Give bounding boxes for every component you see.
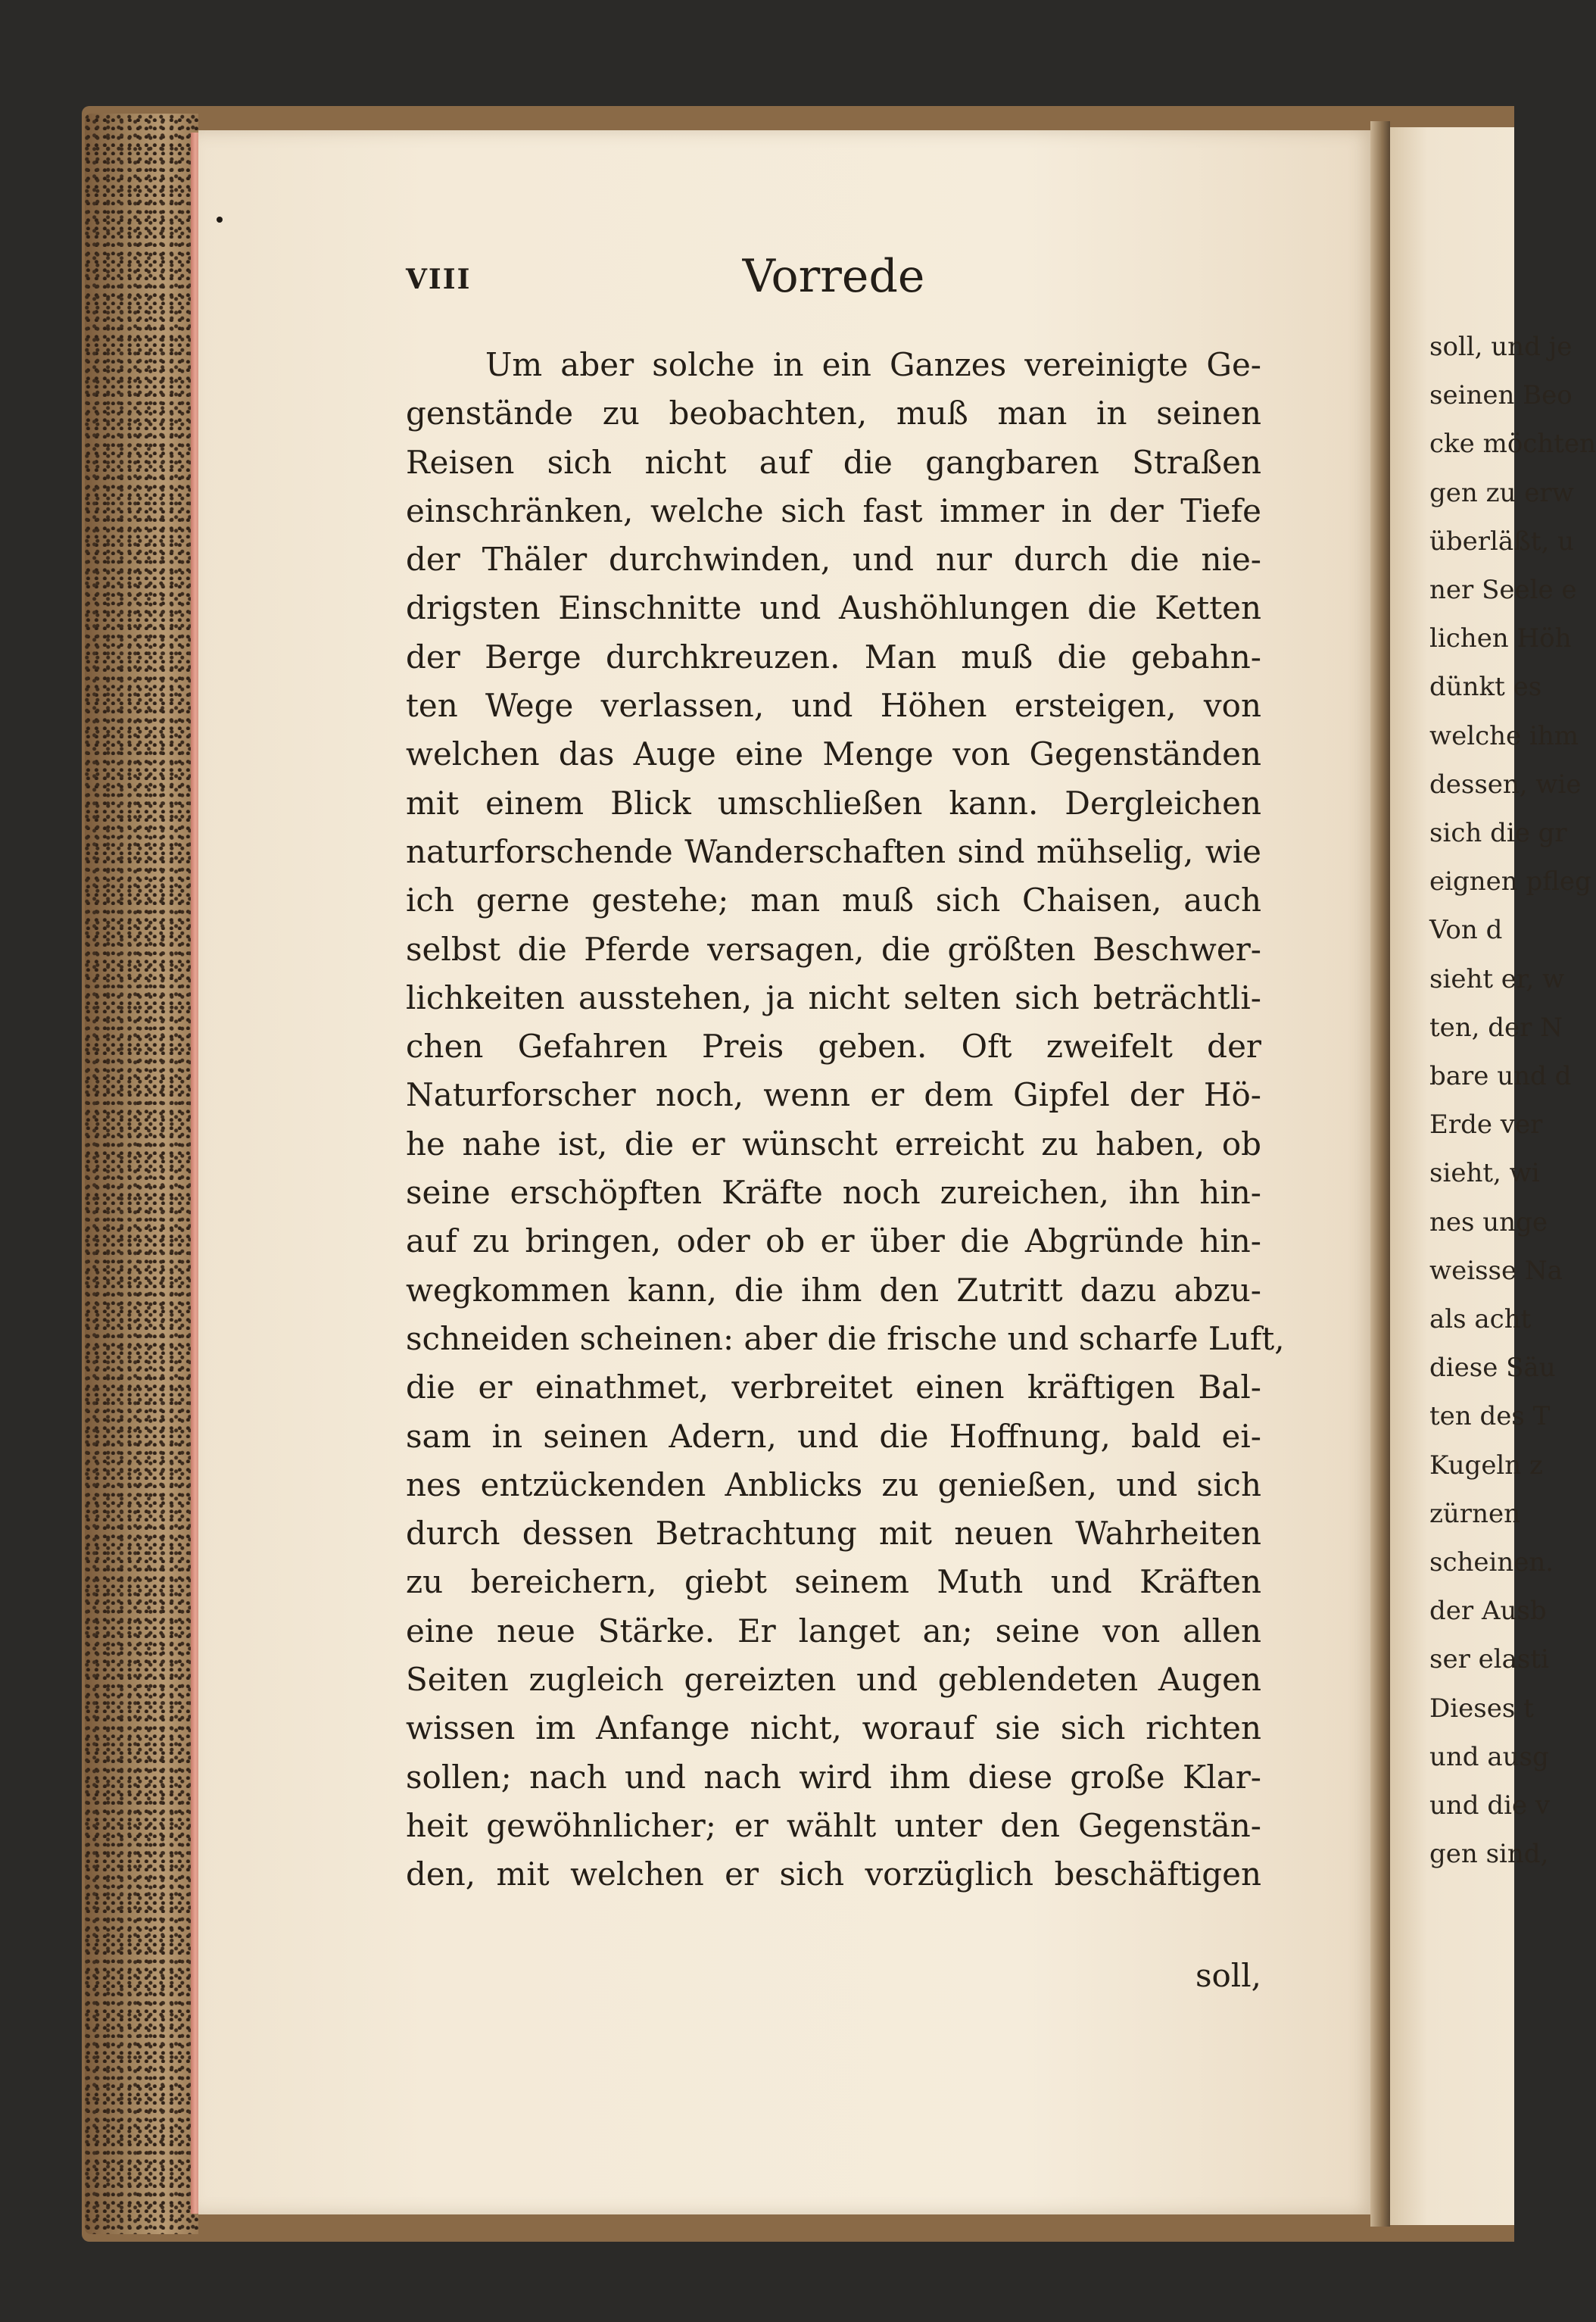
text-line: einschränken, welche sich fast immer in der Tiefe [406, 492, 1261, 529]
body-text [406, 341, 1285, 1899]
right-page [1390, 127, 1596, 2225]
text-line: der Thäler durchwinden, und nur durch die nie- [406, 541, 1261, 579]
facing-page-line: ner Seele e [1429, 575, 1577, 606]
facing-page-line: und ausg [1429, 1741, 1549, 1772]
facing-page-line: gen zu erw [1429, 477, 1574, 508]
text-line: he nahe ist, die er wünscht erreicht zu haben, ob [406, 1125, 1261, 1163]
facing-page-line: Dieses t [1429, 1693, 1534, 1724]
text-line: wegkommen kann, die ihm den Zutritt dazu abzu- [406, 1271, 1261, 1309]
text-line: mit einem Blick umschließen kann. Dergleichen [406, 784, 1261, 822]
facing-page-line: nes unge [1429, 1206, 1548, 1237]
ink-speck [217, 217, 223, 223]
running-title: Vorrede [742, 250, 925, 303]
facing-page-line: der Ausb [1429, 1596, 1547, 1627]
facing-page-line: seinen Beo [1429, 380, 1573, 411]
facing-page-line: Von d [1429, 915, 1503, 946]
facing-page-line: weisse Na [1429, 1255, 1563, 1286]
text-line: auf zu bringen, oder ob er über die Abgründe hin- [406, 1222, 1261, 1260]
facing-page-text [1390, 323, 1596, 1879]
text-line: heit gewöhnlicher; er wählt unter den Gegenstän- [406, 1806, 1261, 1844]
facing-page-line: Erde ver [1429, 1110, 1543, 1141]
facing-page-line: zürnen [1429, 1498, 1520, 1529]
facing-page-line: cke möchten [1429, 429, 1596, 460]
page-number: VIII [406, 264, 472, 295]
text-line: die er einathmet, verbreitet einen kräftigen Bal- [406, 1369, 1261, 1406]
facing-page-line: und die v [1429, 1790, 1551, 1821]
text-line: lichkeiten ausstehen, ja nicht selten sich beträchtli- [406, 978, 1261, 1016]
text-line: den, mit welchen er sich vorzüglich beschäftigen [406, 1855, 1261, 1893]
facing-page-line: welche ihm [1429, 720, 1579, 751]
facing-page-line: ser elasti [1429, 1644, 1549, 1675]
facing-page-line: scheinen. [1429, 1547, 1554, 1578]
facing-page-line: sich die gr [1429, 818, 1567, 849]
text-line: welchen das Auge eine Menge von Gegenständen [406, 735, 1261, 773]
text-line: Seiten zugleich gereizten und geblendeten Augen [406, 1661, 1261, 1699]
marbled-board-edge [85, 114, 198, 2234]
text-line: nes entzückenden Anblicks zu genießen, und sich [406, 1465, 1261, 1503]
text-line: seine erschöpften Kräfte noch zureichen, ihn hin- [406, 1174, 1261, 1212]
text-line: ten Wege verlassen, und Höhen ersteigen, von [406, 687, 1261, 725]
text-line: durch dessen Betrachtung mit neuen Wahrheiten [406, 1515, 1261, 1553]
facing-page-line: sieht, wi [1429, 1158, 1540, 1189]
facing-page-line: gen sind, [1429, 1839, 1549, 1870]
book-gutter [1370, 121, 1390, 2227]
text-line: chen Gefahren Preis geben. Oft zweifelt der [406, 1028, 1261, 1066]
text-line: wissen im Anfange nicht, worauf sie sich richten [406, 1709, 1261, 1747]
text-line: ich gerne gestehe; man muß sich Chaisen, auch [406, 882, 1261, 919]
text-line: Um aber solche in ein Ganzes vereinigte Ge- [485, 346, 1261, 383]
facing-page-line: soll, und je [1429, 332, 1573, 362]
facing-page-line: dünkt es [1429, 672, 1542, 703]
text-line: eine neue Stärke. Er langet an; seine von allen [406, 1612, 1261, 1649]
facing-page-line: eignen pfleg [1429, 866, 1591, 897]
text-line: naturforschende Wanderschaften sind mühselig, wie [406, 832, 1261, 870]
facing-page-line: sieht er, w [1429, 963, 1565, 994]
text-line: zu bereichern, giebt seinem Muth und Kräften [406, 1563, 1261, 1601]
facing-page-line: als acht [1429, 1304, 1532, 1335]
text-line: der Berge durchkreuzen. Man muß die gebahn- [406, 638, 1261, 676]
catchword: soll, [1195, 1957, 1261, 1994]
facing-page-line: ten des T [1429, 1401, 1551, 1432]
text-line: selbst die Pferde versagen, die größten Beschwer- [406, 930, 1261, 968]
text-line: genstände zu beobachten, muß man in seinen [406, 395, 1261, 432]
facing-page-line: diese Säu [1429, 1353, 1556, 1384]
facing-page-line: überläßt, u [1429, 526, 1575, 557]
text-line: sollen; nach und nach wird ihm diese große Klar- [406, 1758, 1261, 1796]
text-line: schneiden scheinen: aber die frische und scharfe Luft, [406, 1319, 1285, 1357]
text-line: Reisen sich nicht auf die gangbaren Straßen [406, 443, 1261, 481]
facing-page-line: ten, der N [1429, 1012, 1563, 1043]
text-line: sam in seinen Adern, und die Hoffnung, bald ei- [406, 1417, 1261, 1455]
page-header [406, 250, 1261, 311]
facing-page-line: lichen Höh [1429, 623, 1572, 654]
facing-page-line: Kugeln z [1429, 1450, 1543, 1481]
facing-page-line: bare und d [1429, 1061, 1572, 1092]
text-line: Naturforscher noch, wenn er dem Gipfel der Hö- [406, 1076, 1261, 1114]
text-line: drigsten Einschnitte und Aushöhlungen die Ketten [406, 589, 1261, 627]
facing-page-line: dessen, wie [1429, 769, 1582, 800]
